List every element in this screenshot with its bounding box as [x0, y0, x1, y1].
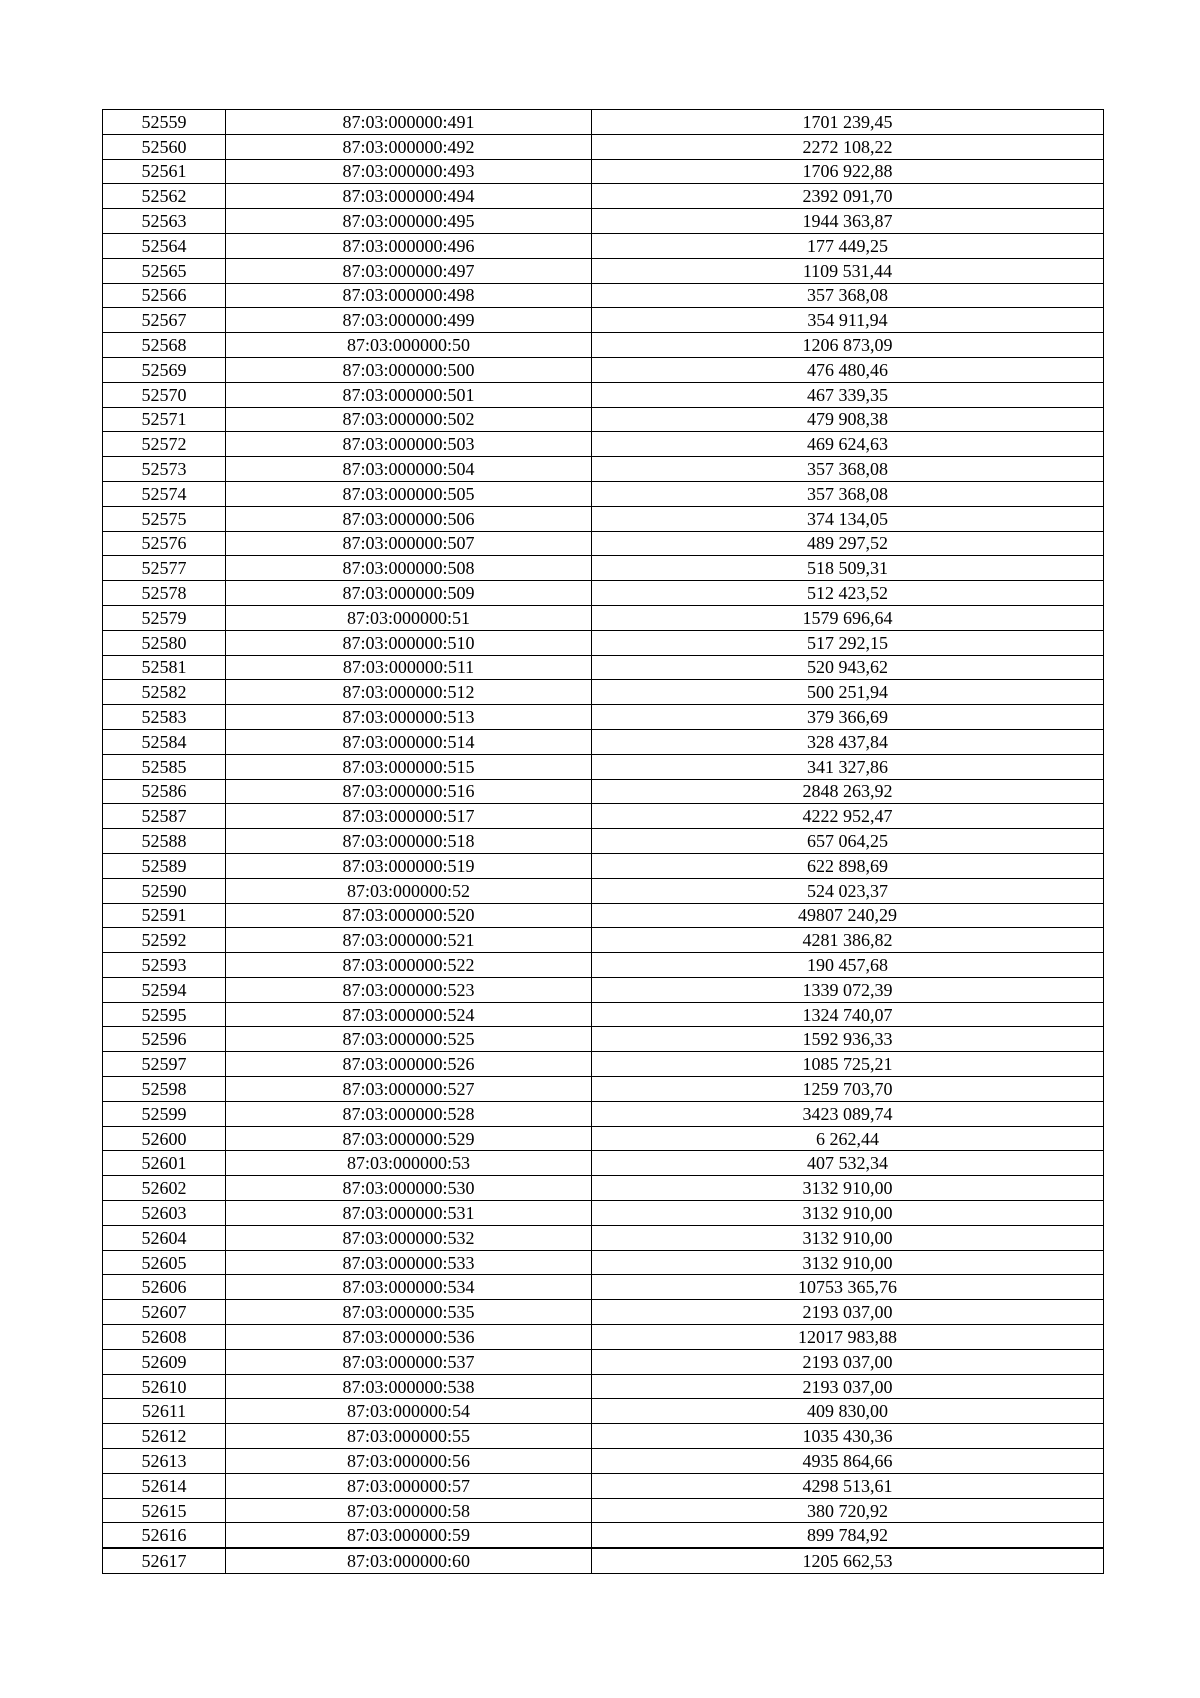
row-number-cell: 52582: [103, 680, 226, 705]
row-number-cell: 52596: [103, 1027, 226, 1052]
cadastral-number-cell: 87:03:000000:499: [226, 308, 592, 333]
cadastral-number-cell: 87:03:000000:536: [226, 1325, 592, 1350]
row-number-cell: 52592: [103, 928, 226, 953]
row-number-cell: 52606: [103, 1275, 226, 1300]
value-cell: 1109 531,44: [592, 258, 1104, 283]
row-number-cell: 52599: [103, 1101, 226, 1126]
value-cell: 2193 037,00: [592, 1300, 1104, 1325]
value-cell: 657 064,25: [592, 829, 1104, 854]
value-cell: 2193 037,00: [592, 1374, 1104, 1399]
value-cell: 524 023,37: [592, 878, 1104, 903]
cadastral-number-cell: 87:03:000000:533: [226, 1250, 592, 1275]
row-number-cell: 52568: [103, 333, 226, 358]
value-cell: 1035 430,36: [592, 1424, 1104, 1449]
row-number-cell: 52572: [103, 432, 226, 457]
cadastral-number-cell: 87:03:000000:517: [226, 804, 592, 829]
value-cell: 190 457,68: [592, 953, 1104, 978]
value-cell: 379 366,69: [592, 705, 1104, 730]
cadastral-number-cell: 87:03:000000:511: [226, 655, 592, 680]
cadastral-number-cell: 87:03:000000:496: [226, 233, 592, 258]
value-cell: 3132 910,00: [592, 1201, 1104, 1226]
row-number-cell: 52570: [103, 382, 226, 407]
table-row: [103, 159, 1104, 184]
row-number-cell: 52575: [103, 506, 226, 531]
table-row: [103, 333, 1104, 358]
table-row: [103, 705, 1104, 730]
table-row: [103, 233, 1104, 258]
table-row: [103, 531, 1104, 556]
table-row: [103, 283, 1104, 308]
cadastral-number-cell: 87:03:000000:497: [226, 258, 592, 283]
table-row: [103, 110, 1104, 135]
cadastral-number-cell: 87:03:000000:518: [226, 829, 592, 854]
cadastral-number-cell: 87:03:000000:53: [226, 1151, 592, 1176]
cadastral-number-cell: 87:03:000000:502: [226, 407, 592, 432]
value-cell: 1206 873,09: [592, 333, 1104, 358]
row-number-cell: 52607: [103, 1300, 226, 1325]
table-row: [103, 1101, 1104, 1126]
value-cell: 1205 662,53: [592, 1548, 1104, 1573]
table-row: [103, 1449, 1104, 1474]
table-row: [103, 977, 1104, 1002]
row-number-cell: 52580: [103, 630, 226, 655]
table-row: [103, 804, 1104, 829]
cadastral-number-cell: 87:03:000000:54: [226, 1399, 592, 1424]
table-row: [103, 1275, 1104, 1300]
cadastral-number-cell: 87:03:000000:52: [226, 878, 592, 903]
cadastral-number-cell: 87:03:000000:51: [226, 605, 592, 630]
row-number-cell: 52611: [103, 1399, 226, 1424]
row-number-cell: 52571: [103, 407, 226, 432]
row-number-cell: 52569: [103, 357, 226, 382]
table-row: [103, 878, 1104, 903]
value-cell: 1085 725,21: [592, 1052, 1104, 1077]
row-number-cell: 52615: [103, 1498, 226, 1523]
row-number-cell: 52612: [103, 1424, 226, 1449]
value-cell: 328 437,84: [592, 729, 1104, 754]
value-cell: 3132 910,00: [592, 1176, 1104, 1201]
value-cell: 469 624,63: [592, 432, 1104, 457]
row-number-cell: 52562: [103, 184, 226, 209]
value-cell: 6 262,44: [592, 1126, 1104, 1151]
value-cell: 1706 922,88: [592, 159, 1104, 184]
row-number-cell: 52597: [103, 1052, 226, 1077]
cadastral-number-cell: 87:03:000000:495: [226, 209, 592, 234]
value-cell: 374 134,05: [592, 506, 1104, 531]
cadastral-number-cell: 87:03:000000:58: [226, 1498, 592, 1523]
value-cell: 4281 386,82: [592, 928, 1104, 953]
cadastral-number-cell: 87:03:000000:512: [226, 680, 592, 705]
table-body: [103, 110, 1104, 1574]
table-row: [103, 1027, 1104, 1052]
row-number-cell: 52559: [103, 110, 226, 135]
cadastral-number-cell: 87:03:000000:492: [226, 134, 592, 159]
table-row: [103, 655, 1104, 680]
row-number-cell: 52598: [103, 1077, 226, 1102]
cadastral-number-cell: 87:03:000000:513: [226, 705, 592, 730]
table-row: [103, 680, 1104, 705]
cadastral-number-cell: 87:03:000000:507: [226, 531, 592, 556]
table-row: [103, 853, 1104, 878]
table-row: [103, 1349, 1104, 1374]
table-row: [103, 903, 1104, 928]
value-cell: 1579 696,64: [592, 605, 1104, 630]
row-number-cell: 52616: [103, 1523, 226, 1548]
value-cell: 1592 936,33: [592, 1027, 1104, 1052]
cadastral-number-cell: 87:03:000000:516: [226, 779, 592, 804]
table-row: [103, 1151, 1104, 1176]
cadastral-number-cell: 87:03:000000:526: [226, 1052, 592, 1077]
row-number-cell: 52567: [103, 308, 226, 333]
row-number-cell: 52578: [103, 581, 226, 606]
row-number-cell: 52563: [103, 209, 226, 234]
value-cell: 3423 089,74: [592, 1101, 1104, 1126]
cadastral-number-cell: 87:03:000000:506: [226, 506, 592, 531]
cadastral-number-cell: 87:03:000000:504: [226, 457, 592, 482]
table-row: [103, 779, 1104, 804]
cadastral-number-cell: 87:03:000000:500: [226, 357, 592, 382]
cadastral-number-cell: 87:03:000000:509: [226, 581, 592, 606]
table-row: [103, 407, 1104, 432]
value-cell: 520 943,62: [592, 655, 1104, 680]
value-cell: 357 368,08: [592, 457, 1104, 482]
value-cell: 2272 108,22: [592, 134, 1104, 159]
row-number-cell: 52565: [103, 258, 226, 283]
value-cell: 622 898,69: [592, 853, 1104, 878]
table-row: [103, 134, 1104, 159]
value-cell: 517 292,15: [592, 630, 1104, 655]
table-row: [103, 953, 1104, 978]
table-row: [103, 481, 1104, 506]
table-row: [103, 1126, 1104, 1151]
value-cell: 2193 037,00: [592, 1349, 1104, 1374]
row-number-cell: 52613: [103, 1449, 226, 1474]
cadastral-number-cell: 87:03:000000:521: [226, 928, 592, 953]
cadastral-number-cell: 87:03:000000:535: [226, 1300, 592, 1325]
value-cell: 341 327,86: [592, 754, 1104, 779]
table-row: [103, 308, 1104, 333]
value-cell: 467 339,35: [592, 382, 1104, 407]
table-row: [103, 184, 1104, 209]
value-cell: 2392 091,70: [592, 184, 1104, 209]
value-cell: 3132 910,00: [592, 1250, 1104, 1275]
cadastral-value-table: [102, 109, 1104, 1574]
value-cell: 4298 513,61: [592, 1473, 1104, 1498]
cadastral-number-cell: 87:03:000000:503: [226, 432, 592, 457]
row-number-cell: 52585: [103, 754, 226, 779]
row-number-cell: 52589: [103, 853, 226, 878]
table-row: [103, 1300, 1104, 1325]
cadastral-number-cell: 87:03:000000:529: [226, 1126, 592, 1151]
cadastral-number-cell: 87:03:000000:538: [226, 1374, 592, 1399]
table-row: [103, 357, 1104, 382]
table-row: [103, 1250, 1104, 1275]
value-cell: 380 720,92: [592, 1498, 1104, 1523]
cadastral-number-cell: 87:03:000000:532: [226, 1225, 592, 1250]
cadastral-number-cell: 87:03:000000:57: [226, 1473, 592, 1498]
cadastral-number-cell: 87:03:000000:491: [226, 110, 592, 135]
table-row: [103, 928, 1104, 953]
table-row: [103, 829, 1104, 854]
table-row: [103, 754, 1104, 779]
cadastral-number-cell: 87:03:000000:501: [226, 382, 592, 407]
row-number-cell: 52566: [103, 283, 226, 308]
row-number-cell: 52593: [103, 953, 226, 978]
cadastral-number-cell: 87:03:000000:528: [226, 1101, 592, 1126]
table-row: [103, 432, 1104, 457]
table-row: [103, 605, 1104, 630]
table-row: [103, 1498, 1104, 1523]
value-cell: 2848 263,92: [592, 779, 1104, 804]
table-row: [103, 1325, 1104, 1350]
cadastral-number-cell: 87:03:000000:527: [226, 1077, 592, 1102]
row-number-cell: 52588: [103, 829, 226, 854]
table-row: [103, 1225, 1104, 1250]
value-cell: 12017 983,88: [592, 1325, 1104, 1350]
row-number-cell: 52590: [103, 878, 226, 903]
row-number-cell: 52600: [103, 1126, 226, 1151]
table-row: [103, 729, 1104, 754]
value-cell: 1944 363,87: [592, 209, 1104, 234]
row-number-cell: 52579: [103, 605, 226, 630]
row-number-cell: 52576: [103, 531, 226, 556]
value-cell: 512 423,52: [592, 581, 1104, 606]
cadastral-number-cell: 87:03:000000:60: [226, 1548, 592, 1573]
row-number-cell: 52564: [103, 233, 226, 258]
row-number-cell: 52609: [103, 1349, 226, 1374]
cadastral-number-cell: 87:03:000000:510: [226, 630, 592, 655]
value-cell: 357 368,08: [592, 481, 1104, 506]
table-row: [103, 556, 1104, 581]
value-cell: 479 908,38: [592, 407, 1104, 432]
table-row: [103, 1424, 1104, 1449]
value-cell: 357 368,08: [592, 283, 1104, 308]
value-cell: 4222 952,47: [592, 804, 1104, 829]
table-row: [103, 1523, 1104, 1548]
table-row: [103, 1473, 1104, 1498]
cadastral-number-cell: 87:03:000000:524: [226, 1002, 592, 1027]
row-number-cell: 52614: [103, 1473, 226, 1498]
table-row: [103, 1052, 1104, 1077]
row-number-cell: 52587: [103, 804, 226, 829]
value-cell: 1339 072,39: [592, 977, 1104, 1002]
cadastral-number-cell: 87:03:000000:50: [226, 333, 592, 358]
row-number-cell: 52605: [103, 1250, 226, 1275]
table-row: [103, 1002, 1104, 1027]
cadastral-number-cell: 87:03:000000:537: [226, 1349, 592, 1374]
cadastral-number-cell: 87:03:000000:530: [226, 1176, 592, 1201]
cadastral-number-cell: 87:03:000000:525: [226, 1027, 592, 1052]
value-cell: 489 297,52: [592, 531, 1104, 556]
cadastral-number-cell: 87:03:000000:59: [226, 1523, 592, 1548]
table-row: [103, 1374, 1104, 1399]
row-number-cell: 52610: [103, 1374, 226, 1399]
table-row: [103, 581, 1104, 606]
table-row: [103, 1176, 1104, 1201]
row-number-cell: 52595: [103, 1002, 226, 1027]
row-number-cell: 52574: [103, 481, 226, 506]
cadastral-number-cell: 87:03:000000:508: [226, 556, 592, 581]
table-row: [103, 258, 1104, 283]
value-cell: 500 251,94: [592, 680, 1104, 705]
table-row: [103, 1201, 1104, 1226]
table-row: [103, 506, 1104, 531]
value-cell: 476 480,46: [592, 357, 1104, 382]
value-cell: 177 449,25: [592, 233, 1104, 258]
table-row: [103, 457, 1104, 482]
cadastral-number-cell: 87:03:000000:520: [226, 903, 592, 928]
row-number-cell: 52601: [103, 1151, 226, 1176]
cadastral-number-cell: 87:03:000000:55: [226, 1424, 592, 1449]
row-number-cell: 52603: [103, 1201, 226, 1226]
table-row: [103, 1548, 1104, 1573]
value-cell: 1701 239,45: [592, 110, 1104, 135]
value-cell: 3132 910,00: [592, 1225, 1104, 1250]
row-number-cell: 52586: [103, 779, 226, 804]
cadastral-number-cell: 87:03:000000:519: [226, 853, 592, 878]
table-row: [103, 1399, 1104, 1424]
cadastral-number-cell: 87:03:000000:534: [226, 1275, 592, 1300]
value-cell: 1259 703,70: [592, 1077, 1104, 1102]
row-number-cell: 52577: [103, 556, 226, 581]
cadastral-number-cell: 87:03:000000:505: [226, 481, 592, 506]
cadastral-number-cell: 87:03:000000:498: [226, 283, 592, 308]
row-number-cell: 52584: [103, 729, 226, 754]
value-cell: 10753 365,76: [592, 1275, 1104, 1300]
cadastral-number-cell: 87:03:000000:56: [226, 1449, 592, 1474]
value-cell: 49807 240,29: [592, 903, 1104, 928]
cadastral-number-cell: 87:03:000000:531: [226, 1201, 592, 1226]
value-cell: 1324 740,07: [592, 1002, 1104, 1027]
value-cell: 407 532,34: [592, 1151, 1104, 1176]
row-number-cell: 52602: [103, 1176, 226, 1201]
value-cell: 4935 864,66: [592, 1449, 1104, 1474]
row-number-cell: 52608: [103, 1325, 226, 1350]
row-number-cell: 52583: [103, 705, 226, 730]
row-number-cell: 52581: [103, 655, 226, 680]
value-cell: 518 509,31: [592, 556, 1104, 581]
table-row: [103, 1077, 1104, 1102]
row-number-cell: 52560: [103, 134, 226, 159]
row-number-cell: 52561: [103, 159, 226, 184]
cadastral-number-cell: 87:03:000000:515: [226, 754, 592, 779]
table-row: [103, 630, 1104, 655]
table-row: [103, 209, 1104, 234]
row-number-cell: 52573: [103, 457, 226, 482]
cadastral-number-cell: 87:03:000000:493: [226, 159, 592, 184]
cadastral-number-cell: 87:03:000000:494: [226, 184, 592, 209]
row-number-cell: 52604: [103, 1225, 226, 1250]
row-number-cell: 52591: [103, 903, 226, 928]
value-cell: 354 911,94: [592, 308, 1104, 333]
row-number-cell: 52617: [103, 1548, 226, 1573]
cadastral-number-cell: 87:03:000000:522: [226, 953, 592, 978]
cadastral-number-cell: 87:03:000000:514: [226, 729, 592, 754]
value-cell: 409 830,00: [592, 1399, 1104, 1424]
cadastral-number-cell: 87:03:000000:523: [226, 977, 592, 1002]
value-cell: 899 784,92: [592, 1523, 1104, 1548]
table-row: [103, 382, 1104, 407]
row-number-cell: 52594: [103, 977, 226, 1002]
